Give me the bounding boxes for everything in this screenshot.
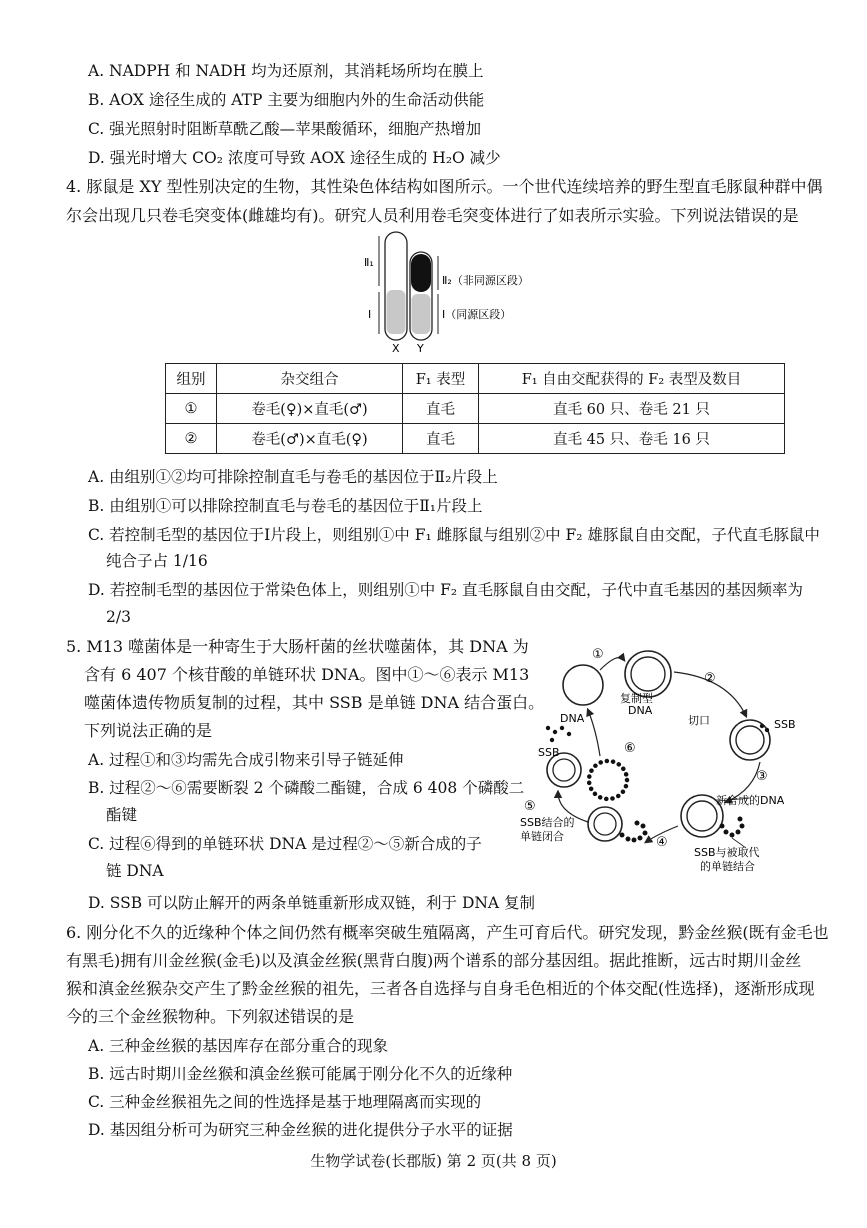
q5-option-c-line2: 链 DNA — [106, 862, 164, 880]
q5-option-c-line1: C. 过程⑥得到的单链环状 DNA 是过程②～⑤新合成的子 — [88, 835, 482, 853]
q3-option-d: D. 强光时增大 CO₂ 浓度可导致 AOX 途径生成的 H₂O 减少 — [88, 149, 501, 167]
q4-option-b: B. 由组别①可以排除控制直毛与卷毛的基因位于Ⅱ₁片段上 — [88, 497, 483, 515]
q5-stem-line1: 5. M13 噬菌体是一种寄生于大肠杆菌的丝状噬菌体，其 DNA 为 — [66, 637, 529, 656]
q6-option-c: C. 三种金丝猴祖先之间的性选择是基于地理隔离而实现的 — [88, 1093, 482, 1111]
step-5-label: ⑤ — [524, 799, 536, 814]
ssb-ring-dna-inner — [553, 759, 575, 781]
label-ii1: Ⅱ₁ — [364, 256, 374, 269]
table-row — [166, 424, 785, 454]
label-ssb-bind-1: SSB与被取代 — [694, 846, 760, 859]
q3-option-a: A. NADPH 和 NADH 均为还原剂，其消耗场所均在膜上 — [88, 62, 484, 80]
label-ssb-bind-2: 的单链结合 — [700, 860, 755, 873]
q4-option-c-line2: 纯合子占 1/16 — [106, 552, 208, 570]
q3-option-c: C. 强光照射时阻断草酰乙酸—苹果酸循环，细胞产热增加 — [88, 120, 482, 138]
table-header-cell: F₁ 表型 — [403, 364, 479, 394]
table-cell: 直毛 45 只、卷毛 16 只 — [479, 424, 785, 454]
q6-stem-line2: 有黑毛)拥有川金丝猴(金毛)以及滇金丝猴(黑背白腹)两个谱系的部分基因组。据此推断，远古时期川金丝 — [66, 951, 802, 970]
cross-table — [165, 363, 785, 454]
q5-option-d: D. SSB 可以防止解开的两条单链重新形成双链，利于 DNA 复制 — [88, 894, 536, 912]
label-replicative-dna-2: DNA — [628, 704, 653, 717]
q6-option-b: B. 远古时期川金丝猴和滇金丝猴可能属于刚分化不久的近缘种 — [88, 1065, 513, 1083]
table-cell: 直毛 — [403, 394, 479, 424]
label-ssb-left: SSB — [538, 746, 560, 759]
q5-option-a: A. 过程①和③均需先合成引物来引导子链延伸 — [88, 751, 404, 769]
m13-replication-figure — [518, 630, 838, 880]
table-cell: ② — [166, 424, 217, 454]
ssb-closing-inner — [594, 813, 616, 835]
label-ssb-close-1: SSB结合的 — [520, 816, 575, 829]
q6-stem-line1: 6. 刚分化不久的近缘种个体之间仍然有概率突破生殖隔离，产生可育后代。研究发现，黔金丝猴(既有金毛也 — [66, 923, 829, 942]
q6-option-d: D. 基因组分析可为研究三种金丝猴的进化提供分子水平的证据 — [88, 1121, 513, 1139]
label-dna: DNA — [560, 712, 585, 725]
q4-stem-line1: 4. 豚鼠是 XY 型性别决定的生物，其性染色体结构如图所示。一个世代连续培养的野生型直毛豚鼠种群中偶 — [66, 177, 823, 196]
label-ii2: Ⅱ₂（非同源区段） — [442, 274, 529, 287]
label-replicative-dna-1: 复制型 — [620, 692, 653, 705]
table-row — [166, 394, 785, 424]
step-2-label: ② — [704, 671, 716, 686]
step-4-label: ④ — [656, 835, 668, 850]
label-i-right: Ⅰ（同源区段） — [442, 308, 512, 321]
q4-option-d-line2: 2/3 — [106, 608, 131, 626]
q4-stem-line2: 尔会出现几只卷毛突变体(雌雄均有)。研究人员利用卷毛突变体进行了如表所示实验。下列说法错误的是 — [66, 206, 799, 225]
table-header-cell: 组别 — [166, 364, 217, 394]
q5-option-b-line1: B. 过程②～⑥需要断裂 2 个磷酸二酯键，合成 6 408 个磷酸二 — [88, 779, 525, 797]
label-y: Y — [417, 342, 424, 355]
x-homologous-region — [387, 290, 406, 334]
label-nick: 切口 — [688, 714, 710, 727]
table-header-cell: 杂交组合 — [217, 364, 403, 394]
q6-option-a: A. 三种金丝猴的基因库存在部分重合的现象 — [88, 1037, 389, 1055]
label-ssb-right: SSB — [774, 718, 796, 731]
q3-option-b: B. AOX 途径生成的 ATP 主要为细胞内外的生命活动供能 — [88, 91, 485, 109]
step-1-label: ① — [592, 647, 604, 662]
step-6-label: ⑥ — [624, 741, 636, 756]
table-header-cell: F₁ 自由交配获得的 F₂ 表型及数目 — [479, 364, 785, 394]
table-header-row — [166, 364, 785, 394]
q4-option-d-line1: D. 若控制毛型的基因位于常染色体上，则组别①中 F₂ 直毛豚鼠自由交配，子代中直毛基因的基因频率为 — [88, 581, 804, 599]
page-footer: 生物学试卷(长郡版) 第 2 页(共 8 页) — [310, 1152, 557, 1170]
q4-option-c-line1: C. 若控制毛型的基因位于Ⅰ片段上，则组别①中 F₁ 雌豚鼠与组别②中 F₂ 雄豚鼠自由交配，子代直毛豚鼠中 — [88, 526, 820, 544]
label-new-dna: 新合成的DNA — [716, 794, 785, 807]
q6-stem-line4: 今的三个金丝猴物种。下列叙述错误的是 — [66, 1007, 355, 1026]
table-cell: 卷毛(♂)×直毛(♀) — [217, 424, 403, 454]
step-3-label: ③ — [756, 769, 768, 784]
table-cell: 卷毛(♀)×直毛(♂) — [217, 394, 403, 424]
q4-option-a: A. 由组别①②均可排除控制直毛与卷毛的基因位于Ⅱ₂片段上 — [88, 468, 498, 486]
replicative-dna-inner — [631, 657, 665, 691]
nicked-dna-inner — [736, 726, 764, 754]
label-ssb-close-2: 单链闭合 — [520, 830, 564, 843]
label-i-left: Ⅰ — [368, 308, 372, 321]
q5-stem-line3: 噬菌体遗传物质复制的过程，其中 SSB 是单链 DNA 结合蛋白。 — [84, 693, 545, 712]
q5-stem-line4: 下列说法正确的是 — [84, 721, 213, 740]
label-x: X — [392, 342, 400, 355]
single-strand-circle — [563, 665, 603, 705]
sex-chromosome-figure — [360, 228, 560, 356]
y-nonhomologous-region — [411, 254, 431, 292]
q5-option-b-line2: 酯键 — [106, 806, 138, 824]
ssb-bound-ring — [589, 761, 627, 799]
table-cell: 直毛 60 只、卷毛 21 只 — [479, 394, 785, 424]
table-cell: 直毛 — [403, 424, 479, 454]
new-dna-inner — [687, 801, 717, 831]
y-homologous-region — [412, 294, 431, 334]
table-cell: ① — [166, 394, 217, 424]
q5-stem-line2: 含有 6 407 个核苷酸的单链环状 DNA。图中①～⑥表示 M13 — [84, 665, 530, 684]
q6-stem-line3: 猴和滇金丝猴杂交产生了黔金丝猴的祖先，三者各自选择与自身毛色相近的个体交配(性选择)，逐渐形成现 — [66, 979, 815, 998]
